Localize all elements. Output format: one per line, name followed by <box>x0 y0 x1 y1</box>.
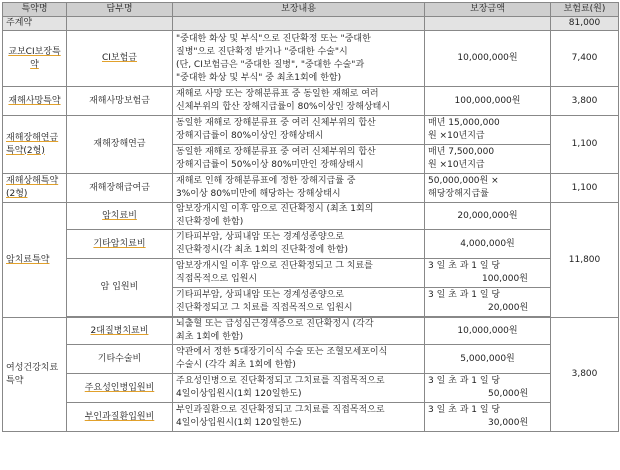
coverage-text: 동일한 재해로 장해분류표 중 여러 신체부위의 합산 장해지급률이 80%이상인 장해상태시 <box>173 116 425 145</box>
amount: 3 일 초 과 1 일 당 30,000원 <box>425 403 551 432</box>
coverage-text: 기타피부암, 상피내암 또는 경계성종양으로 진단확정시(각 최초 1회의 진단확정에 한함) <box>173 230 425 259</box>
amount: 3 일 초 과 1 일 당 20,000원 <box>425 288 551 317</box>
amount: 4,000,000원 <box>425 230 551 259</box>
table-row <box>3 116 619 145</box>
premium: 3,800 <box>551 318 619 432</box>
table-row <box>3 174 619 203</box>
coverage-table <box>2 2 619 432</box>
table-header-row <box>3 3 619 17</box>
rider-name: 재해장해연금 특약(2형) <box>3 116 67 174</box>
sub-clause: 부인과질환입원비 <box>67 403 173 432</box>
rider-name: 재해상해특약 (2형) <box>3 174 67 203</box>
coverage-text: 재해로 인해 장해분류표에 정한 장해지급률 중 3%이상 80%미만에 해당하는 장해상태시 <box>173 174 425 203</box>
header-coverage: 보장내용 <box>173 3 425 17</box>
sub-clause: 2대질병치료비 <box>67 318 173 345</box>
coverage-text: 재해로 사망 또는 장해분류표 중 동일한 재해로 여러 신체부위의 합산 장해지급률이 80%이상인 장해상태시 <box>173 87 425 116</box>
coverage-text: 약관에서 정한 5대장기이식 수술 또는 조혈모세포이식 수술시 (각각 최초 1회에 한함) <box>173 345 425 374</box>
table-row <box>3 345 619 374</box>
sub-clause: 기타암치료비 <box>67 230 173 259</box>
sub-clause: 재해장해급여금 <box>67 174 173 203</box>
main-contract-premium: 81,000 <box>551 17 619 31</box>
amount: 50,000,000원 × 해당장해지급률 <box>425 174 551 203</box>
amount: 매년 15,000,000 원 ×10년지급 <box>425 116 551 145</box>
sub-clause: 재해사망보험금 <box>67 87 173 116</box>
sub-clause: 암치료비 <box>67 203 173 230</box>
amount: 100,000,000원 <box>425 87 551 116</box>
coverage-text: 동일한 재해로 장해분류표 중 여러 신체부위의 합산 장해지급률이 50%이상 80%미만인 장해상태시 <box>173 145 425 174</box>
main-contract-label: 주계약 <box>3 17 67 31</box>
header-amount: 보장금액 <box>425 3 551 17</box>
table-row <box>3 318 619 345</box>
amount: 3 일 초 과 1 일 당 50,000원 <box>425 374 551 403</box>
table-row <box>3 203 619 230</box>
coverage-text: 뇌출혈 또는 급성심근경색증으로 진단확정시 (각각 최초 1회에 한함) <box>173 318 425 345</box>
amount: 10,000,000원 <box>425 318 551 345</box>
amount: 5,000,000원 <box>425 345 551 374</box>
sub-clause: 주요성인병입원비 <box>67 374 173 403</box>
premium: 3,800 <box>551 87 619 116</box>
table-row <box>3 230 619 259</box>
rider-name: 여성건강치료 특약 <box>3 318 67 432</box>
coverage-text: 기타피부암, 상피내암 또는 경계성종양으로 진단확정되고 그 치료를 직접목적으로 입원시 <box>173 288 425 317</box>
premium: 1,100 <box>551 116 619 174</box>
coverage-text: "중대한 화상 및 부식"으로 진단확정 또는 "중대한 질병"으로 진단확정 받거나 "중대한 수술"시 (단, CI보험금은 "중대한 질병", "중대한 수술"과 "중대한 화상 및 부식" 중 최초1회에 한함) <box>173 31 425 87</box>
premium: 1,100 <box>551 174 619 203</box>
table-row <box>3 31 619 87</box>
amount: 매년 7,500,000 원 ×10년지급 <box>425 145 551 174</box>
premium: 11,800 <box>551 203 619 318</box>
coverage-text: 주요성인병으로 진단확정되고 그치료를 직접목적으로 4일이상입원시(1회 120일한도) <box>173 374 425 403</box>
coverage-text: 암보장개시일 이후 암으로 진단확정시 (최초 1회의 진단확정에 한함) <box>173 203 425 230</box>
amount: 3 일 초 과 1 일 당 100,000원 <box>425 259 551 288</box>
premium: 7,400 <box>551 31 619 87</box>
amount: 20,000,000원 <box>425 203 551 230</box>
header-premium: 보험료(원) <box>551 3 619 17</box>
table-row <box>3 374 619 403</box>
header-rider: 특약명 <box>3 3 67 17</box>
sub-clause: 기타수술비 <box>67 345 173 374</box>
table-row <box>3 259 619 288</box>
coverage-text: 암보장개시일 이후 암으로 진단확정되고 그 치료를 직접목적으로 입원시 <box>173 259 425 288</box>
main-contract-row <box>3 17 619 31</box>
rider-name: 교보CI보장특약 <box>3 31 67 87</box>
coverage-text: 부인과질환으로 진단확정되고 그치료를 직접목적으로 4일이상입원시(1회 120일한도) <box>173 403 425 432</box>
sub-clause: 재해장해연금 <box>67 116 173 174</box>
table-row <box>3 87 619 116</box>
rider-name: 재해사망특약 <box>3 87 67 116</box>
rider-name: 암치료특약 <box>3 203 67 318</box>
table-row <box>3 403 619 432</box>
header-sub-clause: 담부명 <box>67 3 173 17</box>
sub-clause: CI보험금 <box>67 31 173 87</box>
sub-clause: 암 입원비 <box>67 259 173 317</box>
amount: 10,000,000원 <box>425 31 551 87</box>
